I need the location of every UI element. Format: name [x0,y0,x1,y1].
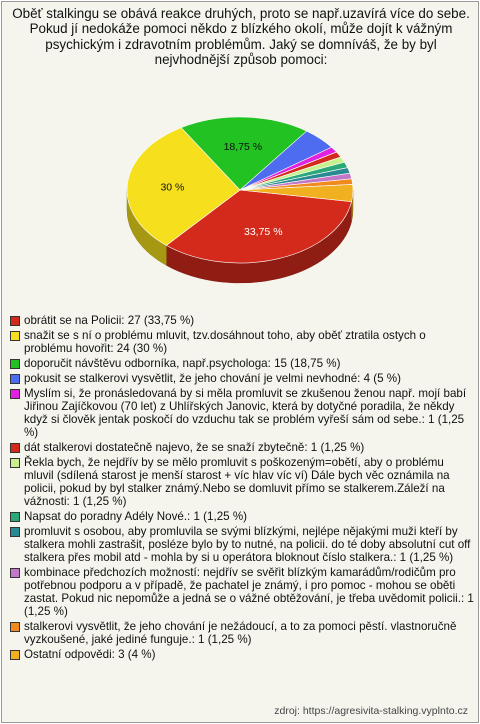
pie-chart [2,2,478,312]
pie-label-2: 30 % [160,181,185,194]
legend-label: snažit se s ní o problému mluvit, tzv.dosáhnout toho, aby oběť ztratila ostych o problému hovořit: 24 (30 %) [24,329,426,355]
chart-title: Oběť stalkingu se obává reakce druhých, proto se např.uzavírá více do sebe. Pokud jí nedokáže pomoci někdo z blízkého okolí, může dojít k vážným psychickým i zdravotním problémům. Jaký se domníváš, že by byl nejvhodnější způsob pomoci: [12,6,470,67]
legend-swatch [10,359,20,369]
legend-swatch [10,527,20,537]
legend-label: kombinace předchozích možností: nejdřív se svěřit blízkým kamarádům/rodičům pro potřebnou podporu a v případě, že pachatel je známý, i pro pomoc - mohou se oběti zastat. Pokud nic nepomůže a jedná se o vážné obtěžování, je třeba uvědomit policii.: 1 (1,25 %) [24,566,474,618]
legend-swatch [10,331,20,341]
legend-swatch [10,568,20,578]
legend-swatch [10,458,20,468]
legend-label: doporučit návštěvu odborníka, např.psychologa: 15 (18,75 %) [24,357,341,370]
legend-item [10,456,474,508]
legend-item [10,372,474,385]
legend-item [10,525,474,564]
legend-label: obrátit se na Policii: 27 (33,75 %) [24,314,195,327]
legend-label: dát stalkerovi dostatečně najevo, že se snaží zbytečně: 1 (1,25 %) [24,441,365,454]
legend-label: Ostatní odpovědi: 3 (4 %) [24,648,156,661]
legend-item [10,441,474,454]
legend-item [10,387,474,439]
legend-item [10,648,474,661]
pie-label-3: 18,75 % [223,141,263,154]
legend-swatch [10,650,20,660]
chart-legend [10,314,474,663]
legend-swatch [10,374,20,384]
legend-swatch [10,389,20,399]
legend-label: Řekla bych, že nejdřív by se mělo promluvit s poškozeným=obětí, aby o problému mluvil (sdílená starost je menší starost + víc hlav víc ví) Dále bych věc oznámila na policii, pokud by byl stalker známý.Nebo se domluvit přímo se stalkerem.Záleží na vážnosti: 1 (1,25 %) [24,456,450,508]
legend-item [10,314,474,327]
legend-label: promluvit s osobou, aby promluvila se svými blízkými, nejlépe nějakými muži kteří by stalkera mohli zastrašit, posléze bylo by to nutné, na policii. do té doby absolutní cut off stalkera přes mobil atd - mohla by si u operátora bloknout číslo stalkera.: 1 (1,25 %) [24,525,471,564]
legend-swatch [10,512,20,522]
source-note: zdroj: https://agresivita-stalking.vyplnto.cz [274,705,468,717]
legend-label: Napsat do poradny Adély Nové.: 1 (1,25 %) [24,510,247,523]
legend-item [10,566,474,618]
pie-label-1: 33,75 % [244,226,283,239]
legend-label: stalkerovi vysvětlit, že jeho chování je nežádoucí, a to za pomoci pěstí. vlastnoručně vyzkoušené, jaké jediné funguje.: 1 (1,25 %) [24,620,457,646]
legend-item [10,329,474,355]
legend-item [10,357,474,370]
legend-label: Myslím si, že pronásledovaná by si měla promluvit se zkušenou ženou např. mojí babí Jiřinou Zajíčkovou (70 let) z Uhlířských Janovic, která by dotyčné poradila, že někdy když si člověk jentak poskočí do vzduchu tak se problém vyřeší sám od sebe.: 1 (1,25 %) [24,387,467,439]
legend-swatch [10,622,20,632]
legend-item [10,510,474,523]
legend-swatch [10,443,20,453]
legend-item [10,620,474,646]
legend-label: pokusit se stalkerovi vysvětlit, že jeho chování je velmi nevhodné: 4 (5 %) [24,372,401,385]
chart-panel [1,1,479,723]
legend-swatch [10,316,20,326]
